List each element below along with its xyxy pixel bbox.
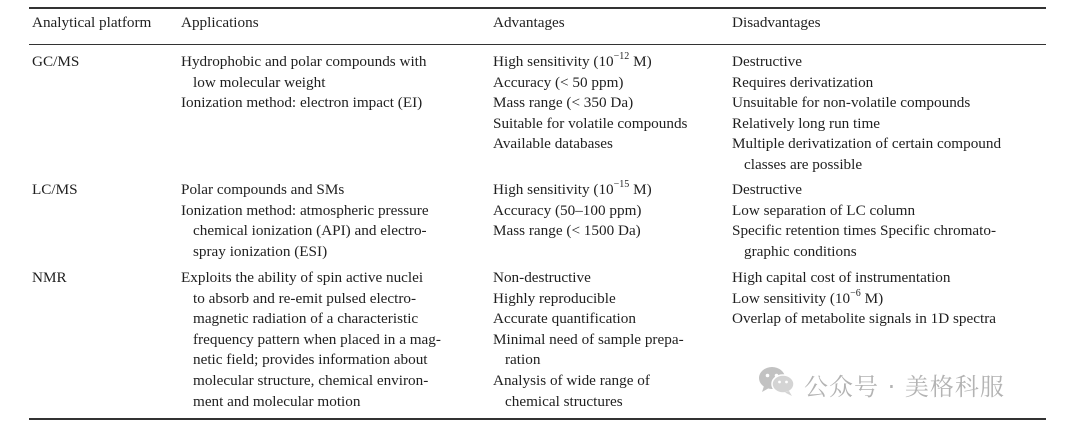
text-line: to absorb and re-emit pulsed electro- [193, 289, 417, 307]
text-line: Ionization method: electron impact (EI) [181, 94, 423, 112]
row-gcms-applications [181, 52, 427, 114]
text-line: Analysis of wide range of [493, 371, 650, 389]
row-nmr-advantages [493, 268, 684, 412]
text-line: Relatively long run time [732, 114, 881, 132]
header-disadvantages: Disadvantages [732, 14, 821, 31]
text-line: molecular structure, chemical environ- [193, 371, 429, 389]
text-line: Ionization method: atmospheric pressure [181, 201, 429, 219]
row-lcms-platform: LC/MS [32, 181, 78, 198]
text-line: chemical ionization (API) and electro- [193, 222, 427, 240]
row-lcms-applications [181, 180, 429, 262]
table-header-rule [29, 44, 1046, 45]
text-line: Specific retention times Specific chromato- [732, 222, 997, 240]
row-gcms-disadvantages [732, 52, 1001, 176]
text-line: Multiple derivatization of certain compound [732, 135, 1002, 153]
text-line: Accuracy (< 50 ppm) [493, 73, 624, 91]
text-line: Minimal need of sample prepa- [493, 330, 684, 348]
header-applications: Applications [181, 14, 259, 31]
row-gcms-platform: GC/MS [32, 53, 80, 70]
text-line: low molecular weight [193, 73, 326, 91]
text-line: ration [505, 351, 541, 369]
text-line: netic field; provides information about [193, 351, 428, 369]
text-line: Polar compounds and SMs [181, 181, 345, 198]
text-line: Requires derivatization [732, 73, 874, 91]
text-line: Low sensitivity ($10^{-6}$ M) [732, 287, 884, 307]
text-line: Destructive [732, 181, 803, 198]
header-advantages: Advantages [493, 14, 565, 31]
text-line: spray ionization (ESI) [193, 242, 328, 260]
wechat-icon [758, 365, 804, 403]
text-line: classes are possible [744, 155, 863, 173]
text-line: Low separation of LC column [732, 201, 916, 219]
text-line: High sensitivity ($10^{-12}$ M) [493, 50, 652, 70]
row-nmr-applications [181, 268, 441, 412]
text-line: Accurate quantification [493, 310, 636, 328]
text-line: graphic conditions [744, 242, 857, 260]
row-lcms-advantages [493, 180, 652, 242]
text-line: magnetic radiation of a characteristic [193, 310, 419, 328]
text-line: Mass range (< 350 Da) [493, 94, 634, 112]
text-line: Highly reproducible [493, 289, 616, 307]
text-line: High capital cost of instrumentation [732, 269, 951, 286]
text-line: High sensitivity ($10^{-15}$ M) [493, 178, 652, 198]
text-line: Hydrophobic and polar compounds with [181, 53, 427, 70]
row-nmr-disadvantages [732, 268, 996, 330]
table-bottom-rule [29, 418, 1046, 420]
text-line: Suitable for volatile compounds [493, 114, 688, 132]
watermark-text: 公众号 · 美格科服 [804, 372, 1005, 401]
row-gcms-advantages [493, 52, 687, 155]
watermark [758, 366, 1005, 402]
text-line: Accuracy (50–100 ppm) [493, 201, 642, 219]
text-line: chemical structures [505, 392, 623, 410]
text-line: Destructive [732, 53, 803, 70]
text-line: Overlap of metabolite signals in 1D spectra [732, 310, 997, 328]
row-lcms-disadvantages [732, 180, 996, 262]
text-line: Non-destructive [493, 269, 591, 286]
header-platform: Analytical platform [32, 14, 152, 31]
text-line: frequency pattern when placed in a mag- [193, 330, 441, 348]
text-line: Exploits the ability of spin active nuclei [181, 269, 424, 286]
row-nmr-platform: NMR [32, 269, 67, 286]
text-line: Unsuitable for non-volatile compounds [732, 94, 971, 112]
table-top-rule [29, 7, 1046, 9]
text-line: Mass range (< 1500 Da) [493, 222, 641, 240]
text-line: ment and molecular motion [193, 392, 361, 410]
text-line: Available databases [493, 135, 613, 153]
